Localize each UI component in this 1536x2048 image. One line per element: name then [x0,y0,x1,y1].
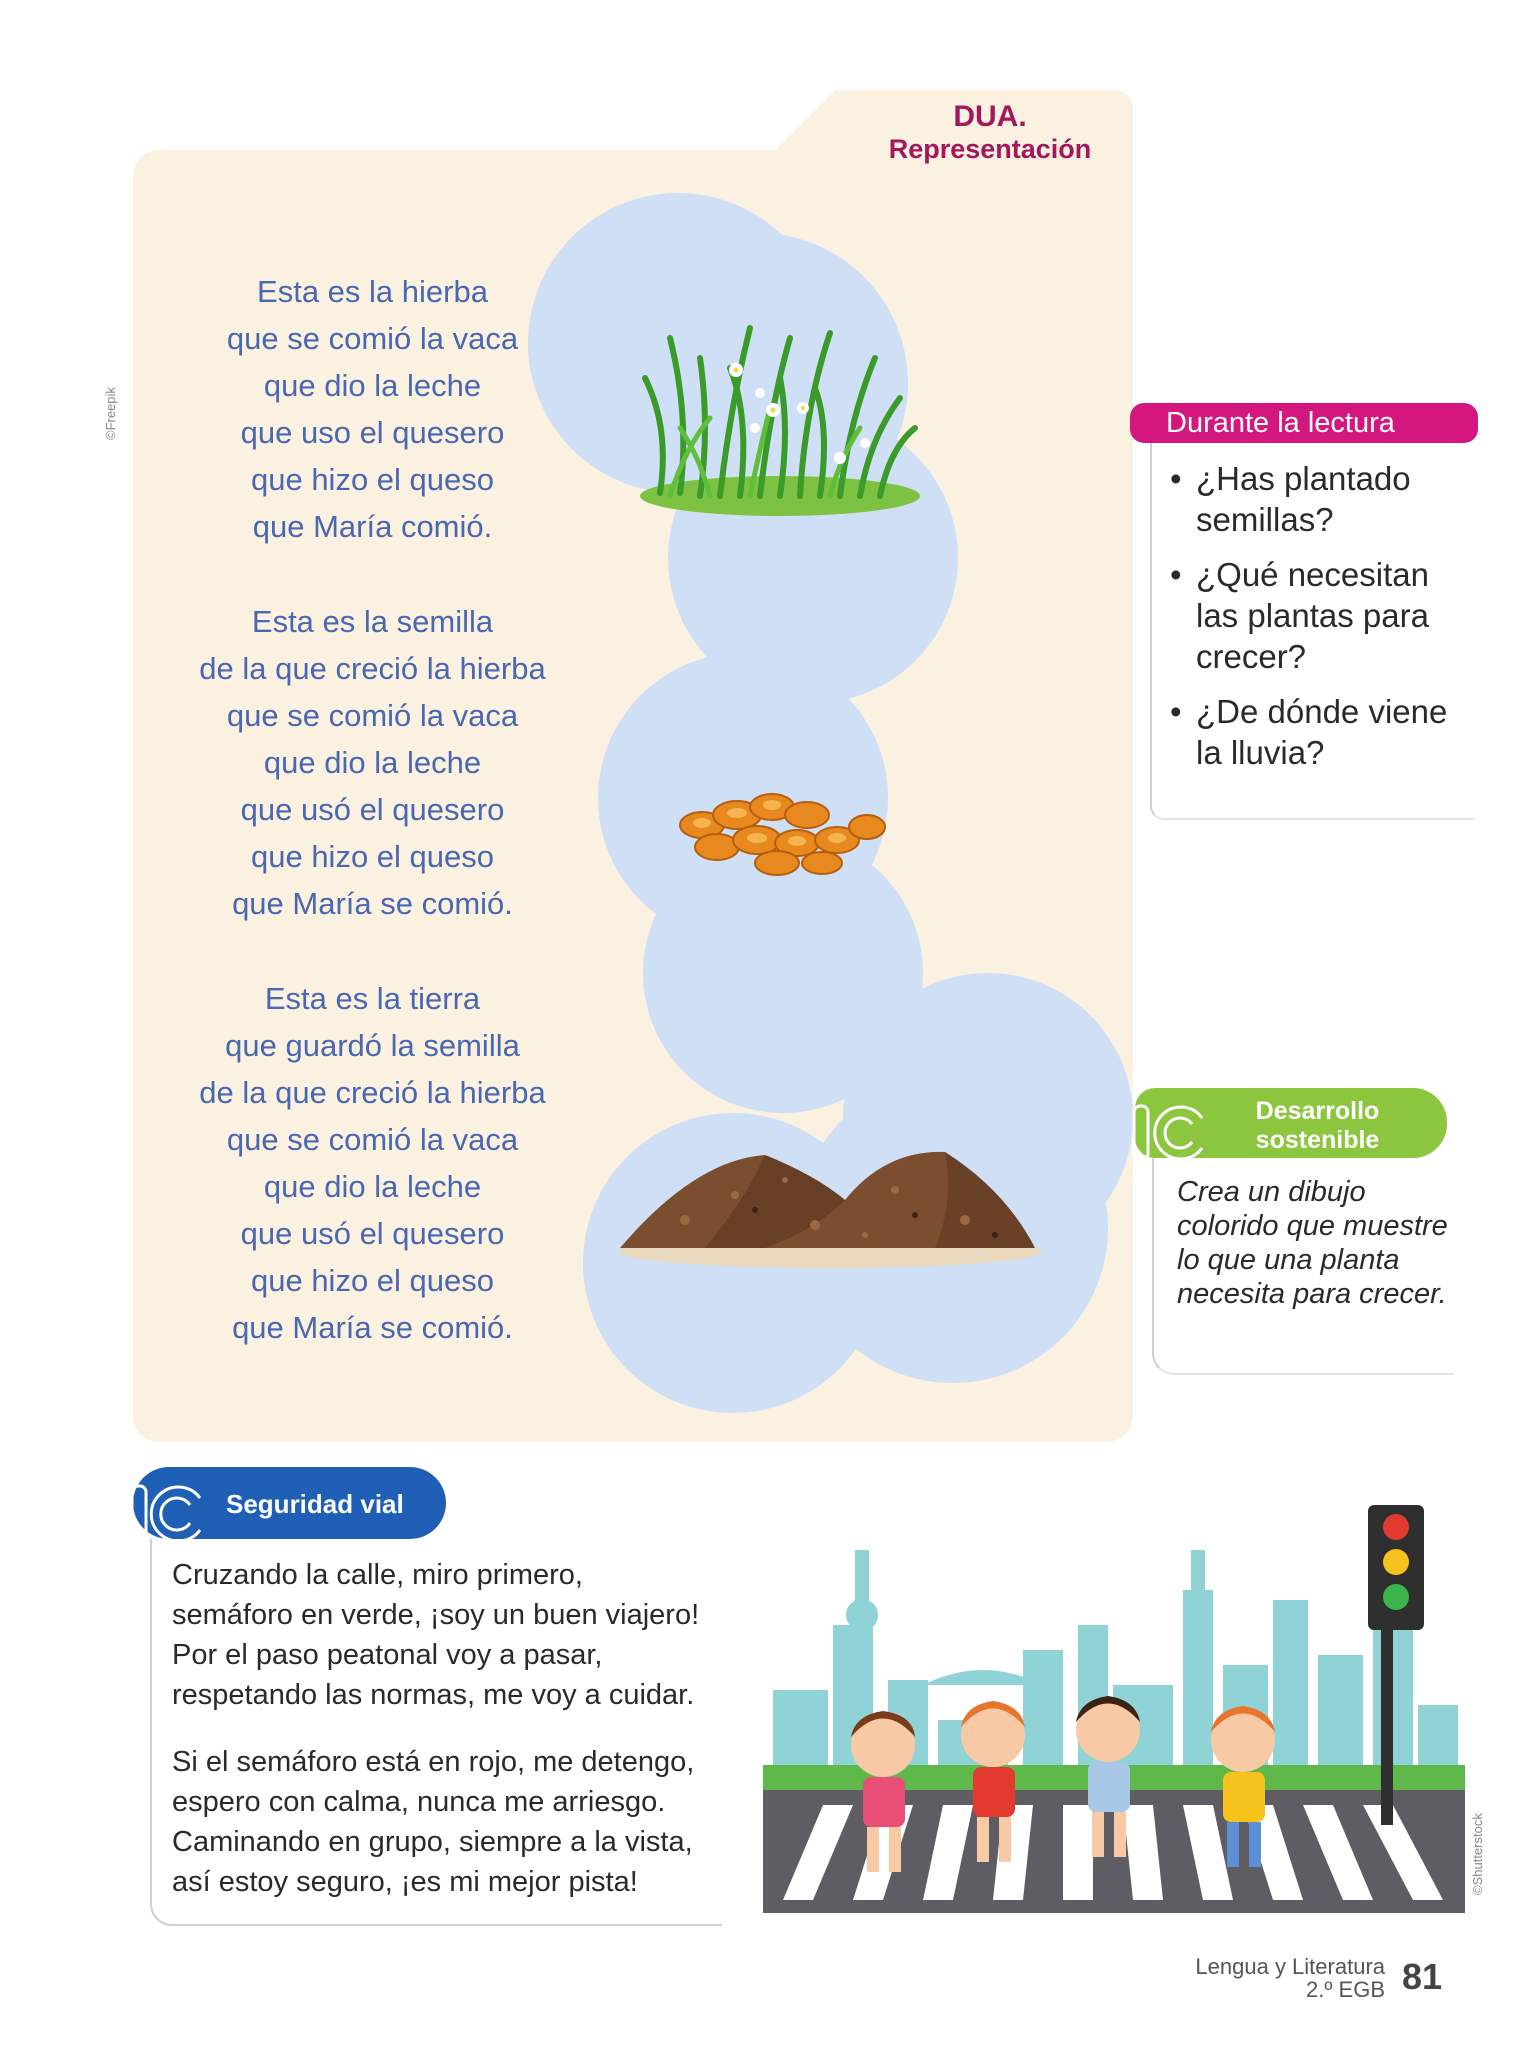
question-item: • ¿Qué necesitan las plantas para crecer? [1168,554,1478,677]
question-item: • ¿De dónde viene la lluvia? [1168,691,1478,773]
poem-line: que hizo el queso [250,462,495,497]
credit-shutterstock: ©Shutterstock [1470,1813,1485,1895]
dua-subheading: Representación [888,134,1092,164]
seguridad-paragraph-2 [172,1742,762,1902]
crosswalk-illustration [763,1505,1465,1913]
verse-line: así estoy seguro, ¡es mi mejor pista! [172,1866,638,1898]
seguridad-title: Seguridad vial [226,1489,404,1519]
poem-line: Esta es la semilla [251,604,494,639]
poem-line: que hizo el queso [250,839,495,874]
desarrollo-title: Desarrollo sostenible [1255,1097,1380,1154]
poem-line: de la que creció la hierba [199,651,546,686]
seguridad-paragraph-1 [172,1555,762,1715]
verse-line: Si el semáforo está en rojo, me detengo, [172,1746,695,1778]
soil-illustration [615,1140,1045,1270]
verse-line: Caminando en grupo, siempre a la vista, [172,1826,693,1858]
verse-line: respetando las normas, me voy a cuidar. [172,1679,695,1711]
poem-line: que se comió la vaca [226,321,519,356]
poem-line: que usó el quesero [240,792,505,827]
poem-line: de la que creció la hierba [199,1075,546,1110]
page-number: 81 [1402,1956,1443,1997]
poem-line: que dio la leche [263,368,482,403]
grass-illustration [640,318,920,518]
verse-line: Por el paso peatonal voy a pasar, [172,1639,603,1671]
verse-line: semáforo en verde, ¡soy un buen viajero! [172,1599,700,1631]
verse-line: espero con calma, nunca me arriesgo. [172,1786,666,1818]
poem-stanza-1 [130,268,615,550]
durante-question-list [1168,458,1478,787]
poem-line: que uso el quesero [240,415,505,450]
poem-line: Esta es la tierra [264,981,481,1016]
footer-grade: 2.º EGB [1306,1977,1385,2002]
poem-line: que María se comió. [232,886,513,921]
durante-header: Durante la lectura [1130,403,1478,443]
seeds-illustration [672,785,892,880]
poem-line: que María comió. [252,509,493,544]
poem-line: que guardó la semilla [225,1028,520,1063]
poem-line: que dio la leche [263,745,482,780]
verse-line: Cruzando la calle, miro primero, [172,1559,583,1591]
poem-line: que se comió la vaca [226,1122,519,1157]
poem-line: que dio la leche [263,1169,482,1204]
poem-line: que usó el quesero [240,1216,505,1251]
question-item: • ¿Has plantado semillas? [1168,458,1478,540]
credit-freepik: ©Freepik [103,387,118,440]
poem-line: que hizo el queso [250,1263,495,1298]
dua-title [860,100,1120,164]
desarrollo-text: Crea un dibujo colorido que muestre lo que una planta necesita para crecer. [1177,1176,1448,1310]
poem-stanza-3 [130,975,615,1351]
dua-heading: DUA. [953,100,1027,133]
poem-stanza-2 [130,598,615,927]
poem-line: que María se comió. [232,1310,513,1345]
poem-line: Esta es la hierba [257,274,488,309]
footer-subject: Lengua y Literatura [1195,1954,1385,1979]
poem-line: que se comió la vaca [226,698,519,733]
